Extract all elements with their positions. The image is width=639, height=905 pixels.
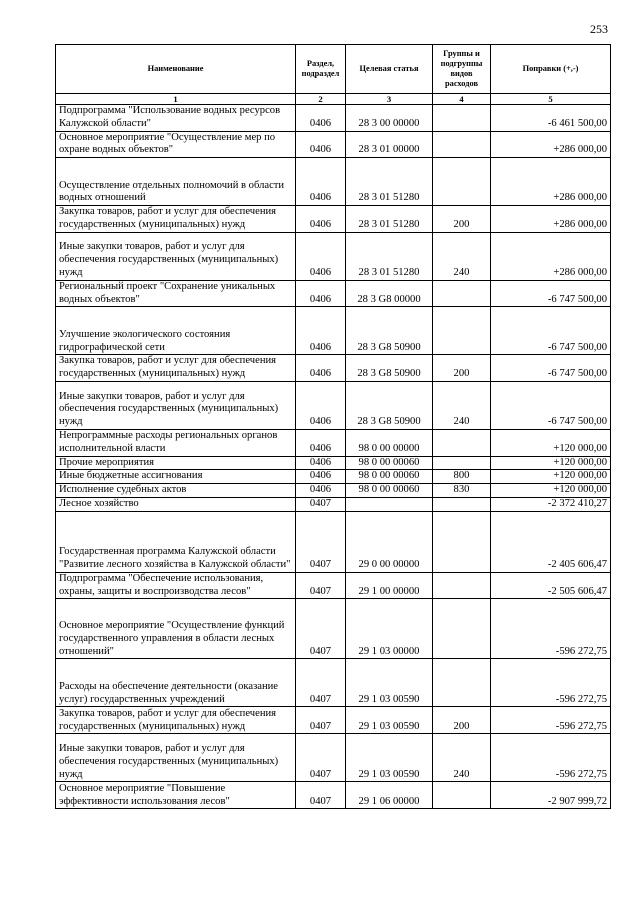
row-section: 0406 <box>296 484 346 498</box>
row-name: Иные закупки товаров, работ и услуг для обеспечения государственных (муниципальных) нужд <box>56 381 296 429</box>
row-name: Исполнение судебных актов <box>56 484 296 498</box>
row-amount: -6 461 500,00 <box>491 105 611 132</box>
row-name: Расходы на обеспечение деятельности (оказание услуг) государственных учреждений <box>56 659 296 707</box>
table-row <box>56 280 611 307</box>
row-section: 0406 <box>296 232 346 280</box>
row-expense-group <box>433 307 491 355</box>
row-target-item <box>346 497 433 511</box>
row-target-item: 98 0 00 00060 <box>346 470 433 484</box>
header-amendments: Поправки (+,-) <box>491 45 611 94</box>
row-expense-group <box>433 131 491 158</box>
column-number: 4 <box>433 94 491 105</box>
table-row <box>56 511 611 572</box>
row-amount: +286 000,00 <box>491 131 611 158</box>
table-row <box>56 381 611 429</box>
row-target-item: 28 3 G8 50900 <box>346 307 433 355</box>
table-row <box>56 484 611 498</box>
row-target-item: 29 0 00 00000 <box>346 511 433 572</box>
row-target-item: 28 3 01 00000 <box>346 131 433 158</box>
row-section: 0406 <box>296 280 346 307</box>
table-row <box>56 456 611 470</box>
row-expense-group <box>433 429 491 456</box>
table-row <box>56 470 611 484</box>
row-name: Подпрограмма "Обеспечение использования, охраны, защиты и воспроизводства лесов" <box>56 572 296 599</box>
header-target-item: Целевая статья <box>346 45 433 94</box>
row-expense-group <box>433 456 491 470</box>
row-target-item: 28 3 01 51280 <box>346 232 433 280</box>
row-name: Государственная программа Калужской области "Развитие лесного хозяйства в Калужской области" <box>56 511 296 572</box>
row-name: Иные закупки товаров, работ и услуг для обеспечения государственных (муниципальных) нужд <box>56 232 296 280</box>
row-target-item: 28 3 01 51280 <box>346 206 433 233</box>
row-amount: +286 000,00 <box>491 158 611 206</box>
table-row <box>56 734 611 782</box>
row-target-item: 29 1 03 00590 <box>346 707 433 734</box>
row-name: Прочие мероприятия <box>56 456 296 470</box>
row-expense-group <box>433 497 491 511</box>
row-expense-group <box>433 599 491 659</box>
row-section: 0407 <box>296 782 346 809</box>
row-amount: -2 372 410,27 <box>491 497 611 511</box>
column-number: 3 <box>346 94 433 105</box>
table-row <box>56 599 611 659</box>
row-name: Закупка товаров, работ и услуг для обеспечения государственных (муниципальных) нужд <box>56 206 296 233</box>
row-section: 0406 <box>296 307 346 355</box>
row-expense-group <box>433 511 491 572</box>
row-section: 0406 <box>296 456 346 470</box>
row-expense-group: 240 <box>433 232 491 280</box>
row-amount: -6 747 500,00 <box>491 280 611 307</box>
row-amount: -596 272,75 <box>491 734 611 782</box>
row-name: Осуществление отдельных полномочий в области водных отношений <box>56 158 296 206</box>
table-row <box>56 429 611 456</box>
column-number: 1 <box>56 94 296 105</box>
header-section: Раздел, подраздел <box>296 45 346 94</box>
column-number: 5 <box>491 94 611 105</box>
row-section: 0406 <box>296 206 346 233</box>
row-amount: +286 000,00 <box>491 232 611 280</box>
table-row <box>56 659 611 707</box>
row-amount: -596 272,75 <box>491 599 611 659</box>
column-number-row <box>56 94 611 105</box>
row-section: 0407 <box>296 511 346 572</box>
row-target-item: 98 0 00 00060 <box>346 456 433 470</box>
row-name: Региональный проект "Сохранение уникальных водных объектов" <box>56 280 296 307</box>
row-expense-group: 240 <box>433 734 491 782</box>
row-name: Основное мероприятие "Осуществление мер по охране водных объектов" <box>56 131 296 158</box>
row-expense-group: 830 <box>433 484 491 498</box>
row-name: Закупка товаров, работ и услуг для обеспечения государственных (муниципальных) нужд <box>56 355 296 382</box>
table-row <box>56 131 611 158</box>
row-section: 0406 <box>296 470 346 484</box>
row-section: 0407 <box>296 734 346 782</box>
row-section: 0407 <box>296 599 346 659</box>
row-target-item: 29 1 03 00590 <box>346 659 433 707</box>
row-target-item: 28 3 G8 00000 <box>346 280 433 307</box>
row-amount: +286 000,00 <box>491 206 611 233</box>
row-target-item: 98 0 00 00000 <box>346 429 433 456</box>
row-name: Непрограммные расходы региональных органов исполнительной власти <box>56 429 296 456</box>
row-section: 0406 <box>296 105 346 132</box>
table-row <box>56 707 611 734</box>
row-expense-group <box>433 280 491 307</box>
row-target-item: 28 3 G8 50900 <box>346 381 433 429</box>
row-expense-group: 200 <box>433 707 491 734</box>
row-amount: +120 000,00 <box>491 484 611 498</box>
row-section: 0406 <box>296 381 346 429</box>
row-section: 0406 <box>296 355 346 382</box>
row-amount: -596 272,75 <box>491 707 611 734</box>
row-amount: -2 405 606,47 <box>491 511 611 572</box>
row-section: 0407 <box>296 707 346 734</box>
row-amount: +120 000,00 <box>491 429 611 456</box>
table-row <box>56 158 611 206</box>
row-amount: -596 272,75 <box>491 659 611 707</box>
row-section: 0406 <box>296 131 346 158</box>
row-expense-group <box>433 659 491 707</box>
row-target-item: 28 3 G8 50900 <box>346 355 433 382</box>
table-row <box>56 105 611 132</box>
table-row <box>56 355 611 382</box>
table-row <box>56 206 611 233</box>
page-number: 253 <box>590 22 608 36</box>
row-expense-group: 240 <box>433 381 491 429</box>
table-row <box>56 497 611 511</box>
table-header-row <box>56 45 611 94</box>
row-expense-group <box>433 782 491 809</box>
row-expense-group <box>433 158 491 206</box>
row-target-item: 29 1 03 00000 <box>346 599 433 659</box>
row-name: Закупка товаров, работ и услуг для обеспечения государственных (муниципальных) нужд <box>56 707 296 734</box>
row-expense-group <box>433 572 491 599</box>
row-name: Лесное хозяйство <box>56 497 296 511</box>
row-expense-group: 200 <box>433 206 491 233</box>
table-row <box>56 232 611 280</box>
table-row <box>56 572 611 599</box>
row-amount: +120 000,00 <box>491 456 611 470</box>
row-name: Иные бюджетные ассигнования <box>56 470 296 484</box>
table-row <box>56 307 611 355</box>
row-name: Основное мероприятие "Повышение эффективности использования лесов" <box>56 782 296 809</box>
table-row <box>56 782 611 809</box>
row-target-item: 28 3 00 00000 <box>346 105 433 132</box>
row-section: 0407 <box>296 572 346 599</box>
header-name: Наименование <box>56 45 296 94</box>
row-name: Подпрограмма "Использование водных ресурсов Калужской области" <box>56 105 296 132</box>
row-amount: -6 747 500,00 <box>491 307 611 355</box>
row-section: 0406 <box>296 429 346 456</box>
row-target-item: 28 3 01 51280 <box>346 158 433 206</box>
row-amount: -6 747 500,00 <box>491 355 611 382</box>
row-amount: +120 000,00 <box>491 470 611 484</box>
row-target-item: 29 1 03 00590 <box>346 734 433 782</box>
row-target-item: 98 0 00 00060 <box>346 484 433 498</box>
row-expense-group: 200 <box>433 355 491 382</box>
row-expense-group <box>433 105 491 132</box>
row-name: Основное мероприятие "Осуществление функций государственного управления в области лесных отношений" <box>56 599 296 659</box>
row-section: 0407 <box>296 659 346 707</box>
row-target-item: 29 1 00 00000 <box>346 572 433 599</box>
row-section: 0406 <box>296 158 346 206</box>
row-amount: -6 747 500,00 <box>491 381 611 429</box>
row-target-item: 29 1 06 00000 <box>346 782 433 809</box>
budget-amendments-table <box>55 44 611 809</box>
row-name: Улучшение экологического состояния гидрографической сети <box>56 307 296 355</box>
column-number: 2 <box>296 94 346 105</box>
row-name: Иные закупки товаров, работ и услуг для обеспечения государственных (муниципальных) нужд <box>56 734 296 782</box>
row-amount: -2 505 606,47 <box>491 572 611 599</box>
row-section: 0407 <box>296 497 346 511</box>
row-expense-group: 800 <box>433 470 491 484</box>
header-expense-groups: Группы и подгруппы видов расходов <box>433 45 491 94</box>
row-amount: -2 907 999,72 <box>491 782 611 809</box>
